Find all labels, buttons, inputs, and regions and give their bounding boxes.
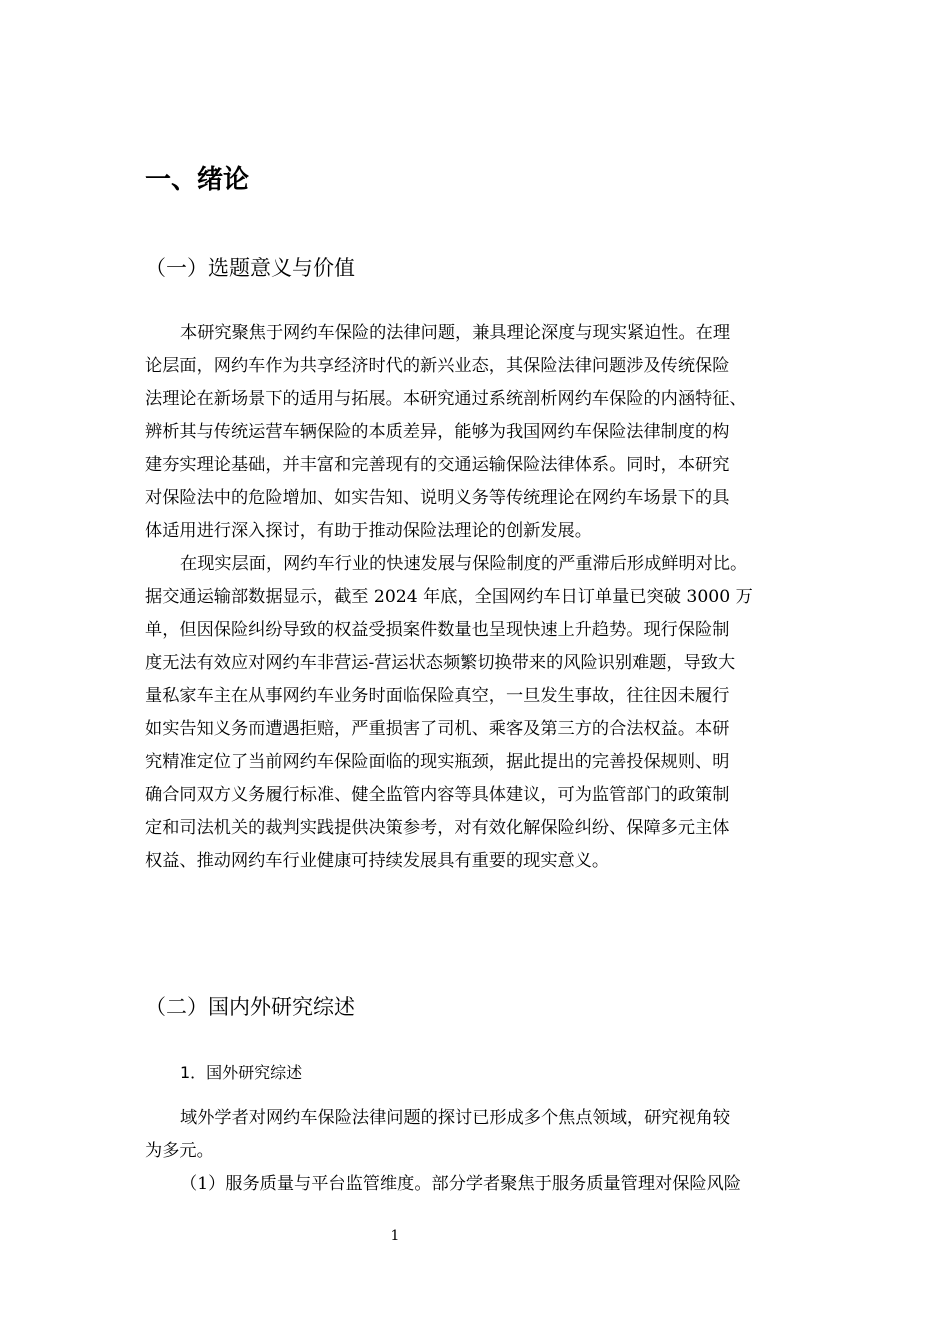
paragraph-line: 究精准定位了当前网约车保险面临的现实瓶颈，据此提出的完善投保规则、明 <box>145 752 730 772</box>
paragraph-line: 据交通运输部数据显示，截至 2024 年底，全国网约车日订单量已突破 3000 万 <box>145 587 753 607</box>
paragraph-line: （1）服务质量与平台监管维度。部分学者聚焦于服务质量管理对保险风险 <box>180 1174 741 1194</box>
paragraph-line: 如实告知义务而遭遇拒赔，严重损害了司机、乘客及第三方的合法权益。本研 <box>145 719 730 739</box>
paragraph-line: 本研究聚焦于网约车保险的法律问题，兼具理论深度与现实紧迫性。在理 <box>180 323 731 343</box>
paragraph-line: 度无法有效应对网约车非营运-营运状态频繁切换带来的风险识别难题，导致大 <box>145 653 736 673</box>
paragraph-line: 在现实层面，网约车行业的快速发展与保险制度的严重滞后形成鲜明对比。 <box>180 554 748 574</box>
subsection-heading-foreign-review: 1．国外研究综述 <box>180 1063 303 1082</box>
paragraph-line: 建夯实理论基础，并丰富和完善现有的交通运输保险法律体系。同时，本研究 <box>145 455 730 475</box>
page-number: 1 <box>390 1228 400 1244</box>
paragraph-line: 辨析其与传统运营车辆保险的本质差异，能够为我国网约车保险法律制度的构 <box>145 422 730 442</box>
section-heading-literature-review: （二）国内外研究综述 <box>145 995 355 1019</box>
paragraph-line: 域外学者对网约车保险法律问题的探讨已形成多个焦点领域，研究视角较 <box>180 1108 731 1128</box>
paragraph-line: 论层面，网约车作为共享经济时代的新兴业态，其保险法律问题涉及传统保险 <box>145 356 730 376</box>
paragraph-line: 确合同双方义务履行标准、健全监管内容等具体建议，可为监管部门的政策制 <box>145 785 730 805</box>
chapter-heading: 一、绪论 <box>145 165 250 195</box>
paragraph-line: 对保险法中的危险增加、如实告知、说明义务等传统理论在网约车场景下的具 <box>145 488 730 508</box>
section-heading-significance: （一）选题意义与价值 <box>145 256 355 280</box>
paragraph-line: 定和司法机关的裁判实践提供决策参考，对有效化解保险纠纷、保障多元主体 <box>145 818 730 838</box>
paragraph-line: 量私家车主在从事网约车业务时面临保险真空，一旦发生事故，往往因未履行 <box>145 686 730 706</box>
paragraph-line: 为多元。 <box>145 1141 214 1161</box>
paragraph-line: 体适用进行深入探讨，有助于推动保险法理论的创新发展。 <box>145 521 592 541</box>
paragraph-line: 单，但因保险纠纷导致的权益受损案件数量也呈现快速上升趋势。现行保险制 <box>145 620 730 640</box>
paragraph-line: 权益、推动网约车行业健康可持续发展具有重要的现实意义。 <box>145 851 610 871</box>
paragraph-line: 法理论在新场景下的适用与拓展。本研究通过系统剖析网约车保险的内涵特征、 <box>145 389 747 409</box>
